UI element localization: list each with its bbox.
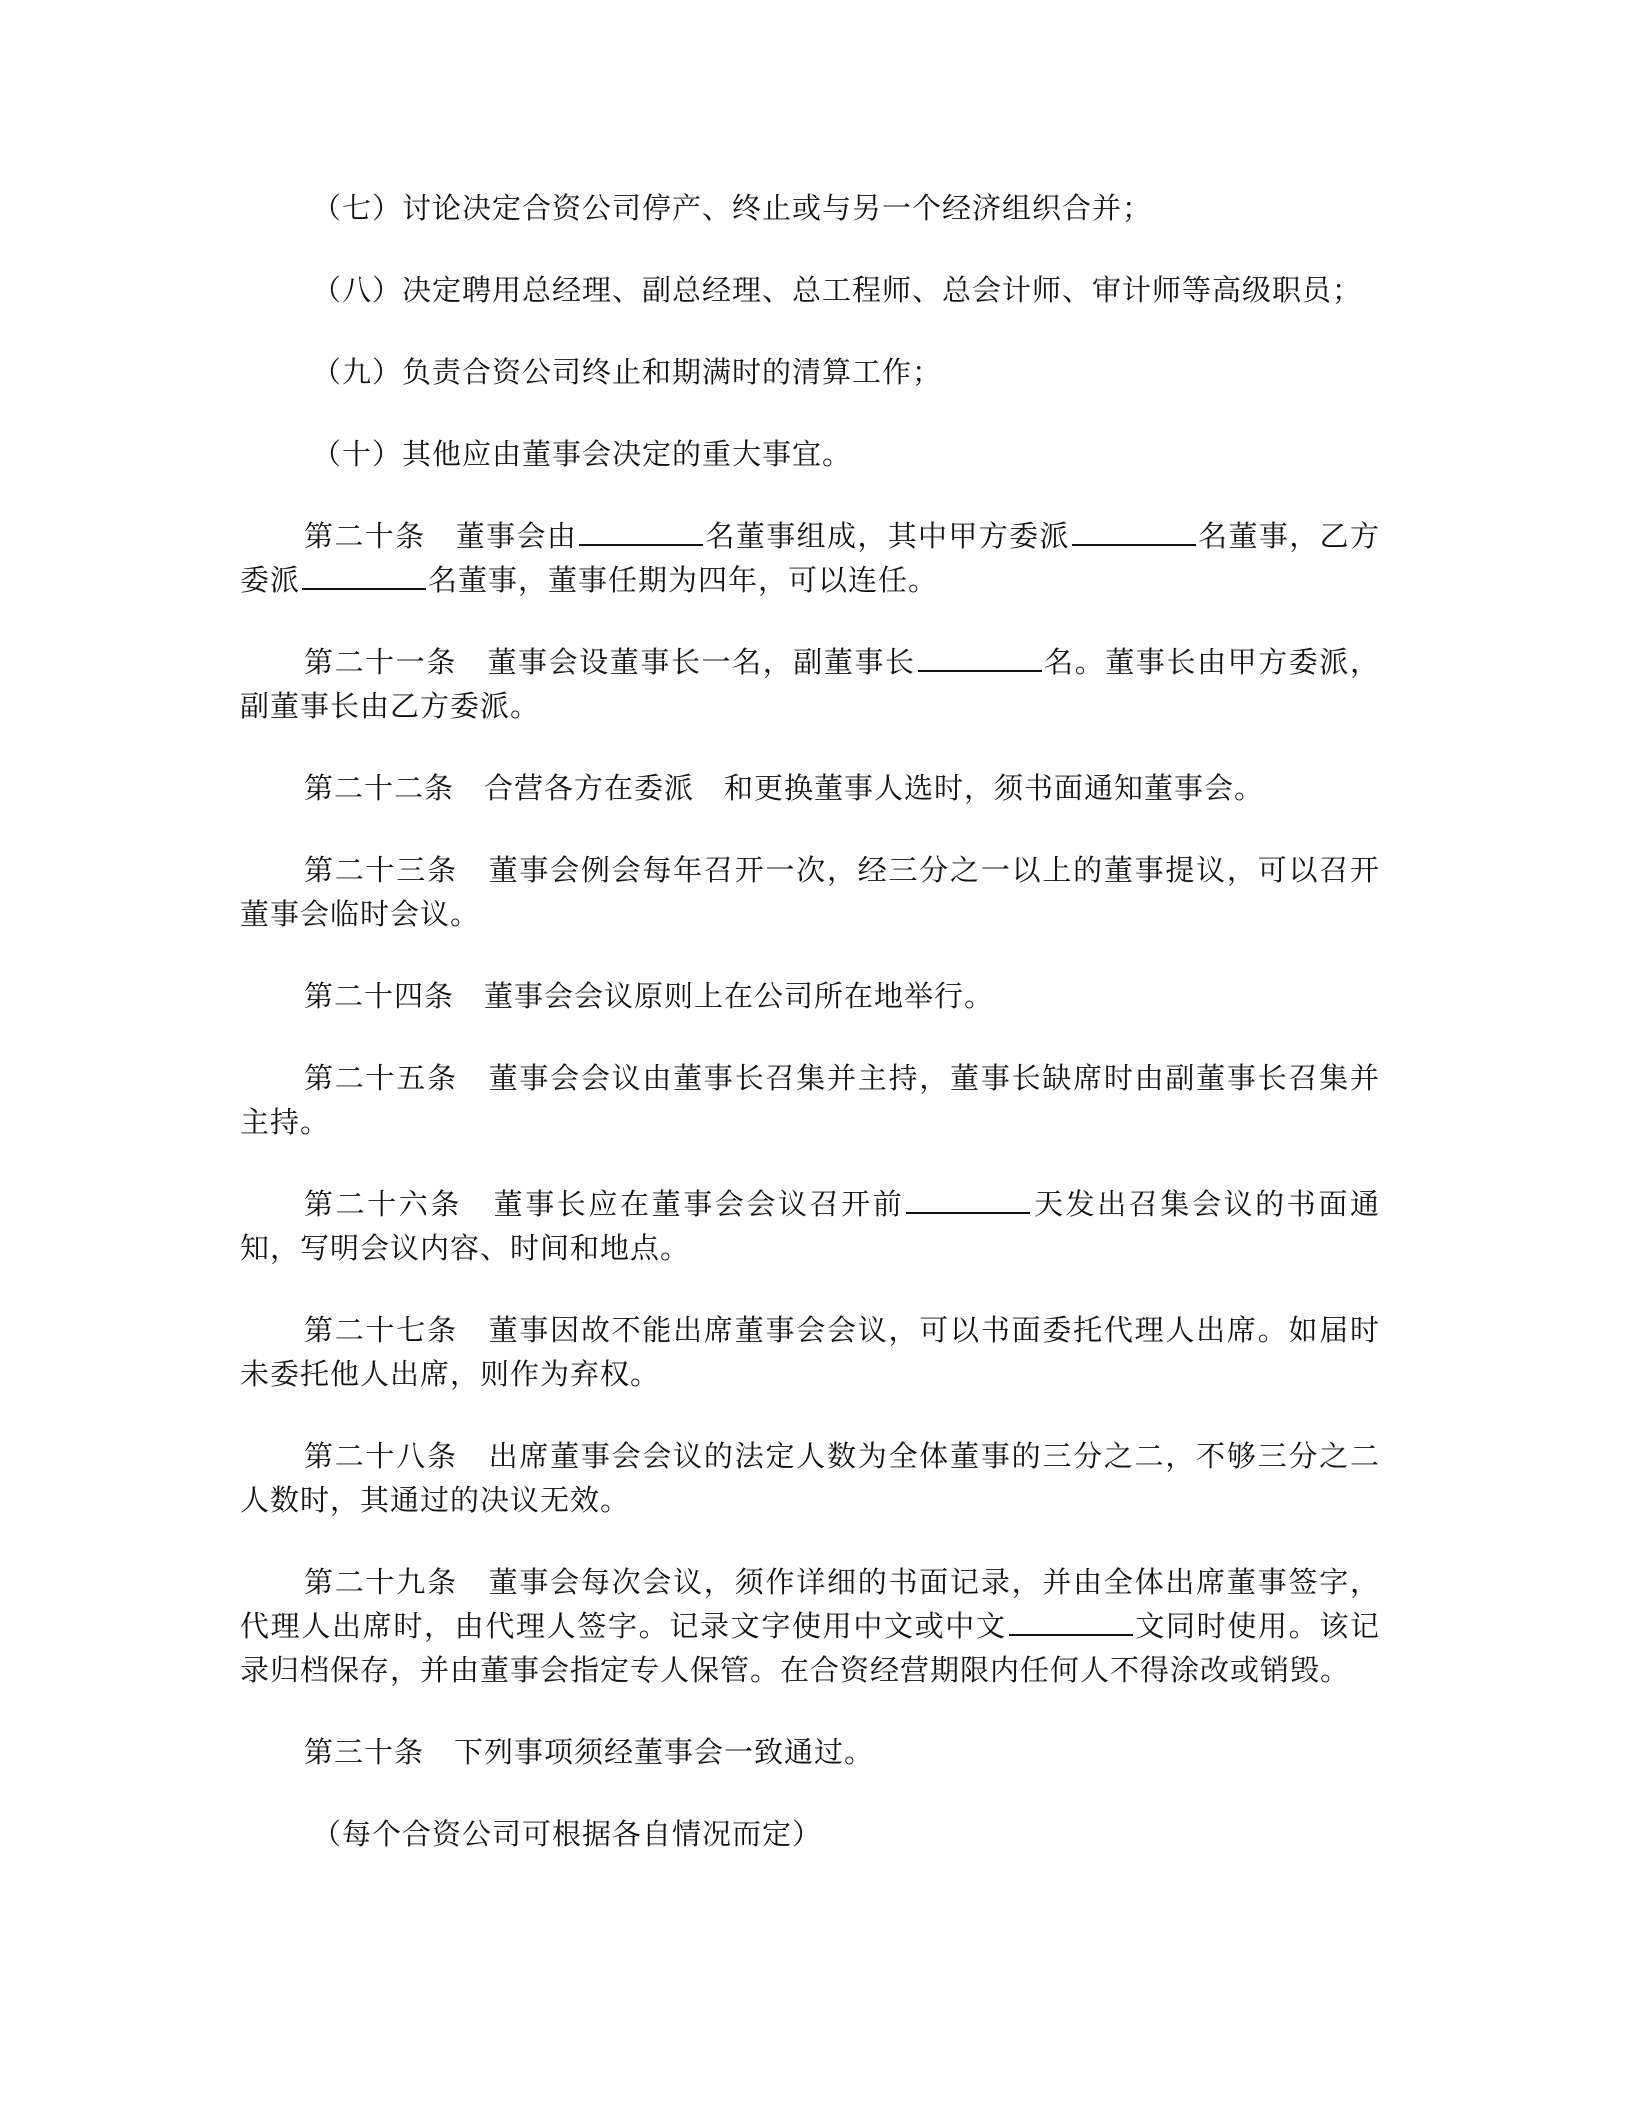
note-text: （每个合资公司可根据各自情况而定） <box>312 1817 823 1851</box>
blank-party-a-directors <box>1072 514 1196 546</box>
article-27: 第二十七条 董事因故不能出席董事会会议，可以书面委托代理人出席。如届时未委托他人出席，则作为弃权。 <box>240 1313 1380 1391</box>
clause-9: （九）负责合资公司终止和期满时的清算工作； <box>312 355 943 389</box>
article-20-text-3: 名董事，乙方委派 <box>240 519 1380 597</box>
clause-10: （十）其他应由董事会决定的重大事宜。 <box>312 437 853 471</box>
article-22: 第二十二条 合营各方在委派 和更换董事人选时，须书面通知董事会。 <box>304 771 1265 805</box>
clause-7: （七）讨论决定合资公司停产、终止或与另一个经济组织合并； <box>312 191 1153 225</box>
article-21-text-2: 名。董事长由甲方委派，副董事长由乙方委派。 <box>240 645 1380 723</box>
article-28: 第二十八条 出席董事会会议的法定人数为全体董事的三分之二，不够三分之二人数时，其通过的决议无效。 <box>240 1439 1380 1517</box>
article-25: 第二十五条 董事会会议由董事长召集并主持，董事长缺席时由副董事长召集并主持。 <box>240 1061 1380 1139</box>
blank-language <box>1009 1604 1133 1636</box>
article-21 <box>240 640 1380 728</box>
blank-party-b-directors <box>302 558 426 590</box>
article-20-text-1: 第二十条 董事会由 <box>304 519 578 553</box>
article-29-text-2: 文同时使用。该记录归档保存，并由董事会指定专人保管。在合资经营期限内任何人不得涂改或销毁。 <box>240 1609 1380 1687</box>
clause-8: （八）决定聘用总经理、副总经理、总工程师、总会计师、审计师等高级职员； <box>312 273 1363 307</box>
article-29 <box>240 1560 1380 1692</box>
article-21-text-1: 第二十一条 董事会设董事长一名，副董事长 <box>304 645 916 679</box>
article-26 <box>240 1182 1380 1270</box>
article-23: 第二十三条 董事会例会每年召开一次，经三分之一以上的董事提议，可以召开董事会临时会议。 <box>240 853 1380 931</box>
article-30: 第三十条 下列事项须经董事会一致通过。 <box>304 1735 875 1769</box>
blank-notice-days <box>906 1182 1030 1214</box>
article-24: 第二十四条 董事会会议原则上在公司所在地举行。 <box>304 979 995 1013</box>
article-26-text-2: 天发出召集会议的书面通知，写明会议内容、时间和地点。 <box>240 1187 1380 1265</box>
blank-total-directors <box>579 514 703 546</box>
article-29-text-1: 第二十九条 董事会每次会议，须作详细的书面记录，并由全体出席董事签字，代理人出席时，由代理人签字。记录文字使用中文或中文 <box>240 1565 1380 1643</box>
article-20 <box>240 514 1380 602</box>
blank-vice-chairmen <box>918 640 1042 672</box>
article-20-text-4: 名董事，董事任期为四年，可以连任。 <box>428 563 939 597</box>
article-26-text-1: 第二十六条 董事长应在董事会会议召开前 <box>304 1187 905 1221</box>
document-body <box>240 186 1380 1856</box>
article-20-text-2: 名董事组成，其中甲方委派 <box>705 519 1070 553</box>
